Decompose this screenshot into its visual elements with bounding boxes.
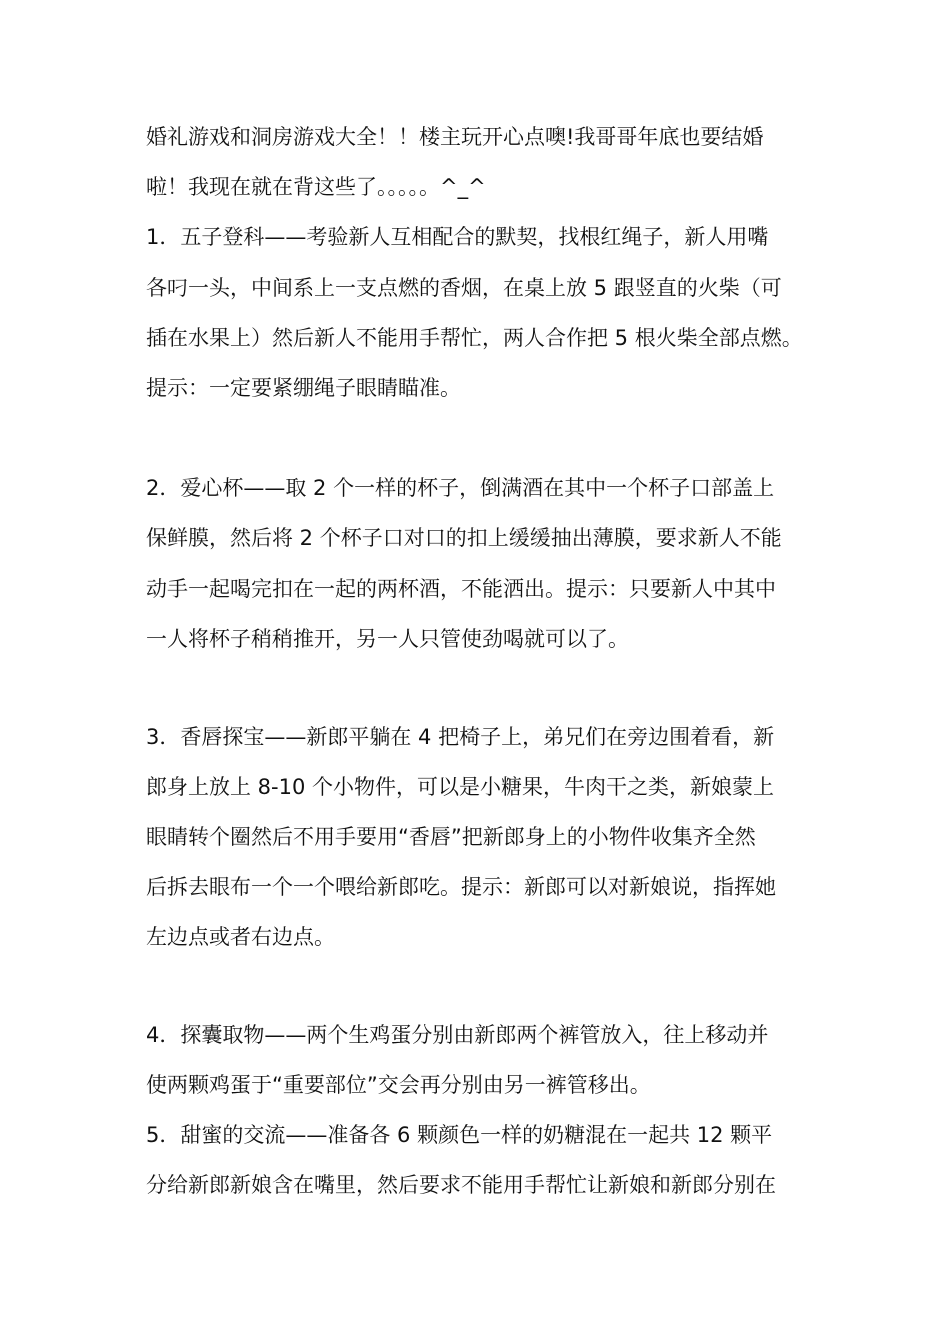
game2-line-1: 2．爱心杯——取 2 个一样的杯子，倒满酒在其中一个杯子口部盖上 <box>146 476 775 500</box>
game4-line-1: 4．探囊取物——两个生鸡蛋分别由新郎两个裤管放入，往上移动并 <box>146 1023 769 1047</box>
game3-line-1: 3．香唇探宝——新郎平躺在 4 把椅子上，弟兄们在旁边围着看，新 <box>146 725 775 749</box>
game2-line-4: 一人将杯子稍稍推开，另一人只管使劲喝就可以了。 <box>146 627 629 651</box>
game5-line-1: 5．甜蜜的交流——准备各 6 颗颜色一样的奶糖混在一起共 12 颗平 <box>146 1123 773 1147</box>
game1-line-2: 各叼一头，中间系上一支点燃的香烟，在桌上放 5 跟竖直的火柴（可 <box>146 276 782 300</box>
game3-line-2: 郎身上放上 8-10 个小物件，可以是小糖果，牛肉干之类，新娘蒙上 <box>146 775 775 799</box>
game1-line-1: 1．五子登科——考验新人互相配合的默契，找根红绳子，新人用嘴 <box>146 225 769 249</box>
intro-line-2: 啦！我现在就在背这些了。。。。。^_^ <box>146 175 486 199</box>
game1-line-4: 提示：一定要紧绷绳子眼睛瞄准。 <box>146 376 461 400</box>
game3-line-5: 左边点或者右边点。 <box>146 925 335 949</box>
game3-line-3: 眼睛转个圈然后不用手要用“香唇”把新郎身上的小物件收集齐全然 <box>146 825 756 849</box>
intro-line-1: 婚礼游戏和洞房游戏大全！！楼主玩开心点噢!我哥哥年底也要结婚 <box>146 125 764 149</box>
game3-line-4: 后拆去眼布一个一个喂给新郎吃。提示：新郎可以对新娘说，指挥她 <box>146 875 776 899</box>
game4-line-2: 使两颗鸡蛋于“重要部位”交会再分别由另一裤管移出。 <box>146 1073 651 1097</box>
game5-line-2: 分给新郎新娘含在嘴里，然后要求不能用手帮忙让新娘和新郎分别在 <box>146 1173 776 1197</box>
game1-line-3: 插在水果上）然后新人不能用手帮忙，两人合作把 5 根火柴全部点燃。 <box>146 326 803 350</box>
game2-line-2: 保鲜膜，然后将 2 个杯子口对口的扣上缓缓抽出薄膜，要求新人不能 <box>146 526 782 550</box>
game2-line-3: 动手一起喝完扣在一起的两杯酒，不能洒出。提示：只要新人中其中 <box>146 577 776 601</box>
